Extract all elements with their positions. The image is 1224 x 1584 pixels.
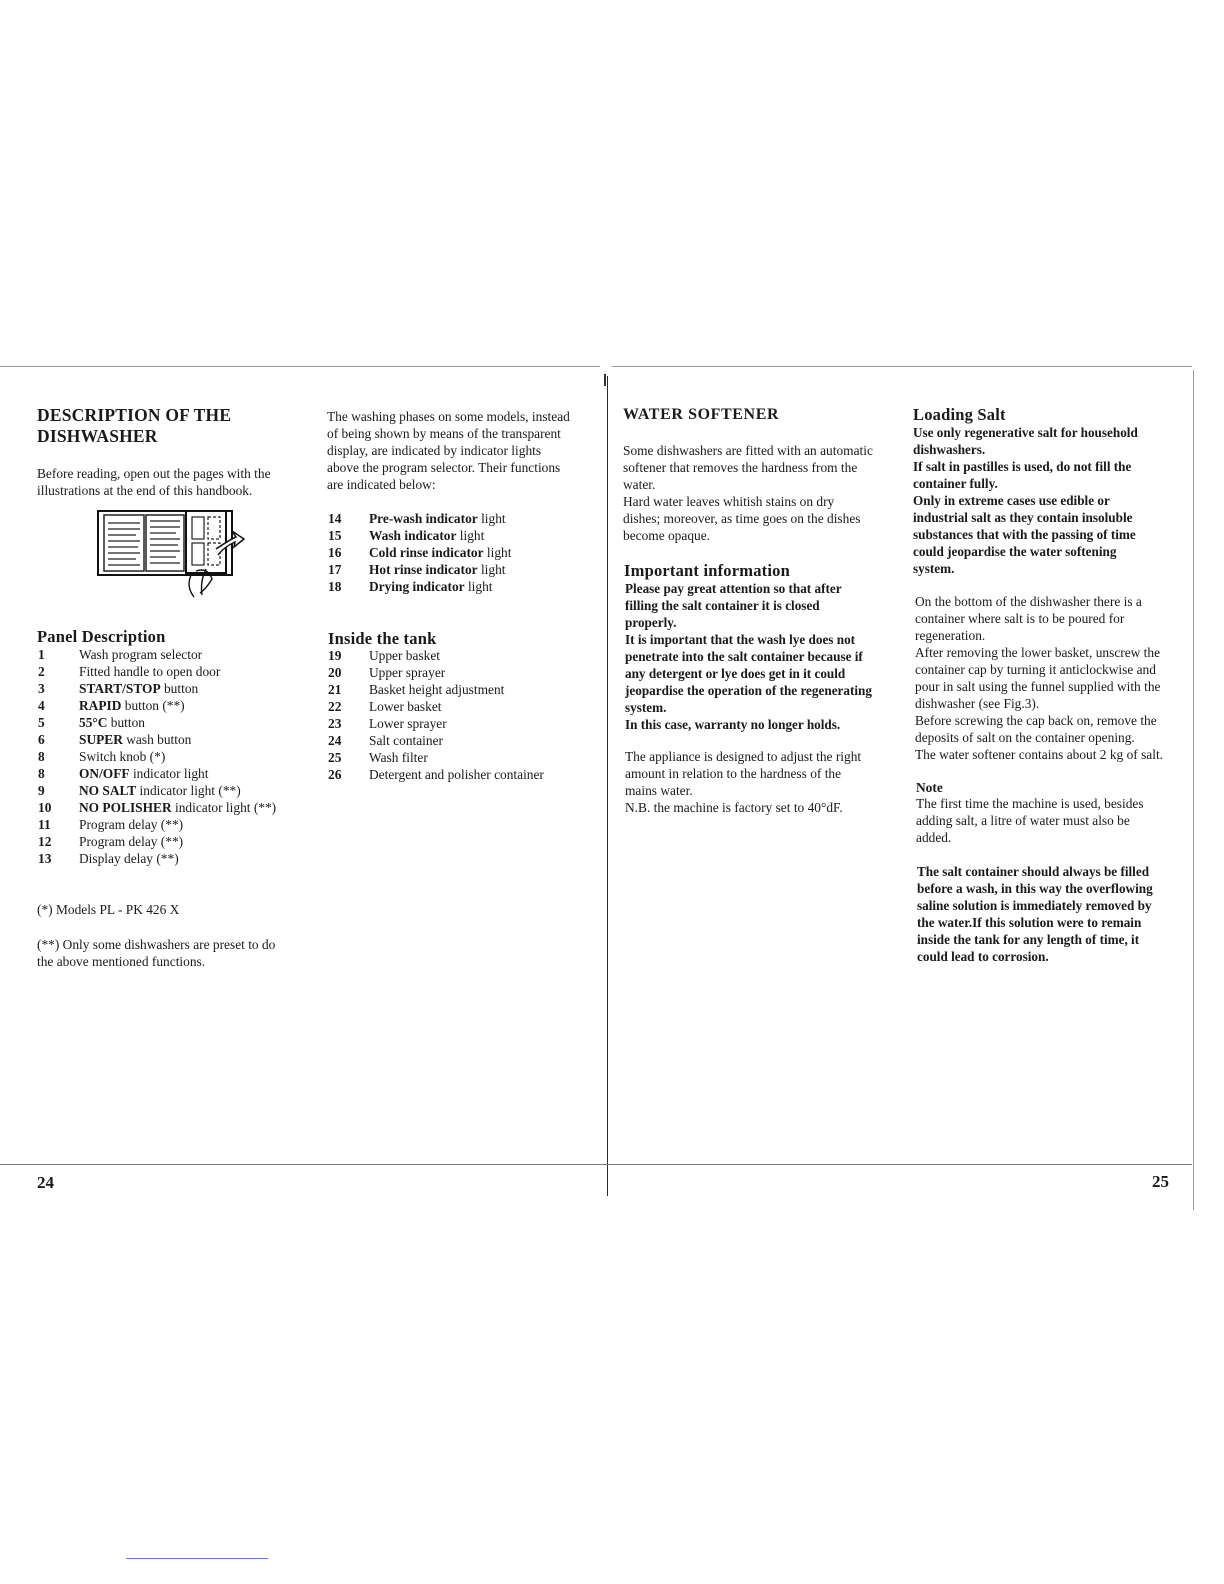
item-text (79, 748, 308, 765)
item-text (369, 766, 598, 783)
list-item (328, 527, 598, 544)
text-line: The first time the machine is used, besides (916, 796, 1144, 811)
item-label: button (107, 715, 145, 730)
item-number: 11 (38, 817, 51, 832)
list-item (328, 732, 598, 749)
item-number: 4 (38, 698, 45, 713)
panel-description-heading: Panel Description (37, 627, 166, 646)
text-line: After removing the lower basket, unscrew the (915, 645, 1161, 660)
text-line: system. (625, 700, 667, 715)
item-text (79, 680, 308, 697)
list-item (328, 578, 598, 595)
item-text (79, 731, 308, 748)
list-item (38, 816, 308, 833)
list-item (38, 697, 308, 714)
text-line: It is important that the wash lye does not (625, 632, 856, 647)
text-line: could lead to corrosion. (917, 949, 1049, 964)
item-text (79, 765, 308, 782)
text-line: added. (916, 830, 952, 845)
item-label: Salt container (369, 733, 443, 748)
top-rule-right (612, 366, 1192, 367)
item-text (369, 749, 598, 766)
item-bold-label: Pre-wash indicator (369, 511, 478, 526)
note-heading: Note (916, 780, 943, 795)
indicator-lights-list (328, 510, 598, 595)
text-line: container fully. (913, 476, 998, 491)
item-text (79, 850, 308, 867)
item-number: 18 (328, 579, 342, 594)
text-line: could jeopardise the water softening (913, 544, 1117, 559)
item-text (79, 782, 308, 799)
list-item (328, 698, 598, 715)
text-line: mains water. (625, 783, 693, 798)
item-number: 5 (38, 715, 45, 730)
preset-note (37, 936, 275, 970)
item-text (79, 697, 308, 714)
text-line: amount in relation to the hardness of the (625, 766, 842, 781)
preset-note-line: the above mentioned functions. (37, 954, 206, 969)
text-line: Some dishwashers are fitted with an automatic (623, 443, 873, 458)
text-line: adding salt, a litre of water must also be (916, 813, 1130, 828)
important-information-heading: Important information (624, 561, 790, 580)
text-line: saline solution is immediately removed by (917, 898, 1152, 913)
item-text (79, 663, 308, 680)
item-number: 12 (38, 834, 52, 849)
item-label: light (483, 545, 512, 560)
right-edge-line (1193, 370, 1194, 1210)
list-item (38, 782, 308, 799)
item-label: wash button (122, 732, 192, 747)
item-number: 22 (328, 699, 342, 714)
text-line: If salt in pastilles is used, do not fill the (913, 459, 1132, 474)
item-text (79, 816, 308, 833)
text-line: In this case, warranty no longer holds. (625, 717, 841, 732)
text-line: of being shown by means of the transparent (327, 426, 561, 441)
text-line: pour in salt using the funnel supplied with the (915, 679, 1161, 694)
item-number: 6 (38, 732, 45, 747)
text-line: industrial salt as they contain insoluble (913, 510, 1133, 525)
text-line: The salt container should always be filled (917, 864, 1150, 879)
text-line: softener that removes the hardness from the (623, 460, 858, 475)
text-line: Use only regenerative salt for household (913, 425, 1138, 440)
item-label: Display delay (**) (79, 851, 179, 866)
item-label: Upper sprayer (369, 665, 446, 680)
salt-container-final-warning (917, 863, 1187, 965)
item-label: button (**) (121, 698, 185, 713)
text-line: deposits of salt on the container opening. (915, 730, 1135, 745)
item-label: Program delay (**) (79, 834, 184, 849)
item-number: 16 (328, 545, 342, 560)
models-note: (*) Models PL - PK 426 X (37, 902, 180, 917)
text-line: above the program selector. Their functions (327, 460, 561, 475)
item-label: Switch knob (*) (79, 749, 166, 764)
item-text (369, 510, 598, 527)
item-bold-label: Cold rinse indicator (369, 545, 484, 560)
list-item (38, 748, 308, 765)
list-item (38, 714, 308, 731)
text-line: before a wash, in this way the overflowing (917, 881, 1153, 896)
item-bold-label: Wash indicator (369, 528, 457, 543)
item-text (369, 561, 598, 578)
item-bold-label: NO POLISHER (79, 800, 172, 815)
item-text (369, 732, 598, 749)
item-number: 8 (38, 766, 45, 781)
list-item (328, 749, 598, 766)
item-number: 9 (38, 783, 45, 798)
item-bold-label: ON/OFF (79, 766, 130, 781)
item-number: 10 (38, 800, 52, 815)
item-text (79, 714, 308, 731)
inside-tank-list (328, 647, 598, 783)
text-line: dishes; moreover, as time goes on the dishes (623, 511, 861, 526)
item-label: indicator light (**) (171, 800, 277, 815)
text-line: dishwashers. (913, 442, 986, 457)
loading-salt-warning (913, 424, 1183, 577)
item-text (79, 799, 308, 816)
text-line: container cap by turning it anticlockwise and (915, 662, 1156, 677)
item-label: light (456, 528, 485, 543)
item-label: light (477, 511, 506, 526)
item-text (369, 681, 598, 698)
item-label: Program delay (**) (79, 817, 184, 832)
text-line: Before screwing the cap back on, remove the (915, 713, 1157, 728)
item-number: 19 (328, 648, 342, 663)
item-number: 3 (38, 681, 45, 696)
item-label: Detergent and polisher container (369, 767, 544, 782)
panel-description-list (38, 646, 308, 867)
text-line: filling the salt container it is closed (625, 598, 820, 613)
text-line: The appliance is designed to adjust the right (625, 749, 862, 764)
title-line-1: DESCRIPTION OF THE (37, 405, 232, 425)
item-number: 26 (328, 767, 342, 782)
text-line: Hard water leaves whitish stains on dry (623, 494, 835, 509)
text-line: jeopardise the operation of the regenerating (625, 683, 872, 698)
item-number: 17 (328, 562, 342, 577)
item-number: 20 (328, 665, 342, 680)
list-item (328, 681, 598, 698)
text-line: On the bottom of the dishwasher there is a (915, 594, 1142, 609)
water-softener-text (623, 442, 898, 544)
water-softener-heading: WATER SOFTENER (623, 406, 780, 423)
item-label: indicator light (**) (136, 783, 241, 798)
text-line: regeneration. (915, 628, 986, 643)
item-label: Lower basket (369, 699, 442, 714)
intro-text (37, 465, 271, 499)
text-line: become opaque. (623, 528, 710, 543)
center-fold-line (607, 376, 608, 1196)
top-rule-left (0, 366, 600, 367)
item-label: Basket height adjustment (369, 682, 505, 697)
item-number: 14 (328, 511, 342, 526)
item-label: indicator light (129, 766, 209, 781)
list-item (38, 850, 308, 867)
salt-container-instructions (915, 593, 1185, 763)
important-information-text (625, 580, 905, 733)
item-text (369, 578, 598, 595)
list-item (38, 731, 308, 748)
list-item (38, 765, 308, 782)
item-label: light (477, 562, 506, 577)
preset-note-line: (**) Only some dishwashers are preset to do (37, 937, 276, 952)
text-line: any detergent or lye does get in it could (625, 666, 846, 681)
item-number: 1 (38, 647, 45, 662)
text-line: N.B. the machine is factory set to 40°dF. (625, 800, 843, 815)
item-label: Upper basket (369, 648, 441, 663)
loading-salt-heading: Loading Salt (913, 405, 1006, 424)
item-number: 24 (328, 733, 342, 748)
item-number: 23 (328, 716, 342, 731)
bottom-rule (0, 1164, 1192, 1165)
list-item (38, 833, 308, 850)
note-text (916, 795, 1186, 846)
list-item (38, 680, 308, 697)
item-label: light (464, 579, 493, 594)
item-bold-label: SUPER (79, 732, 123, 747)
page-number-right: 25 (1152, 1172, 1169, 1191)
text-line: the water.If this solution were to remain (917, 915, 1142, 930)
list-item (328, 561, 598, 578)
text-line: substances that with the passing of time (913, 527, 1136, 542)
item-number: 8 (38, 749, 45, 764)
item-text (369, 664, 598, 681)
item-number: 21 (328, 682, 342, 697)
text-line: The washing phases on some models, instead (327, 409, 570, 424)
scan-artifact-line (126, 1558, 268, 1559)
item-number: 2 (38, 664, 45, 679)
item-text (79, 646, 308, 663)
title-line-2: DISHWASHER (37, 426, 158, 446)
item-bold-label: START/STOP (79, 681, 161, 696)
item-text (369, 698, 598, 715)
text-line: penetrate into the salt container because if (625, 649, 863, 664)
item-text (369, 715, 598, 732)
indicator-lights-intro (327, 408, 597, 493)
appliance-adjust-text (625, 748, 900, 816)
list-item (328, 544, 598, 561)
text-line: display, are indicated by indicator lights (327, 443, 542, 458)
list-item (328, 647, 598, 664)
intro-line: illustrations at the end of this handbook. (37, 483, 253, 498)
text-line: inside the tank for any length of time, it (917, 932, 1140, 947)
item-number: 15 (328, 528, 342, 543)
text-line: system. (913, 561, 955, 576)
item-text (79, 833, 308, 850)
text-line: Please pay great attention so that after (625, 581, 842, 596)
text-line: Only in extreme cases use edible or (913, 493, 1110, 508)
item-label: Fitted handle to open door (79, 664, 221, 679)
item-bold-label: Hot rinse indicator (369, 562, 478, 577)
list-item (38, 646, 308, 663)
text-line: container where salt is to be poured for (915, 611, 1125, 626)
item-bold-label: NO SALT (79, 783, 137, 798)
list-item (38, 663, 308, 680)
item-text (369, 544, 598, 561)
fold-mark (604, 374, 606, 386)
item-bold-label: RAPID (79, 698, 122, 713)
text-line: dishwasher (see Fig.3). (915, 696, 1040, 711)
inside-tank-heading: Inside the tank (328, 629, 437, 648)
item-number: 25 (328, 750, 342, 765)
item-text (369, 527, 598, 544)
intro-line: Before reading, open out the pages with the (37, 466, 271, 481)
page-title (37, 405, 231, 447)
item-bold-label: 55°C (79, 715, 108, 730)
text-line: water. (623, 477, 656, 492)
item-label: Lower sprayer (369, 716, 447, 731)
item-bold-label: Drying indicator (369, 579, 465, 594)
item-label: Wash program selector (79, 647, 203, 662)
page-number-left: 24 (37, 1173, 54, 1192)
list-item (328, 510, 598, 527)
text-line: The water softener contains about 2 kg of salt. (915, 747, 1164, 762)
item-number: 13 (38, 851, 52, 866)
item-label: button (160, 681, 199, 696)
item-label: Wash filter (369, 750, 428, 765)
list-item (328, 664, 598, 681)
text-line: properly. (625, 615, 677, 630)
list-item (328, 715, 598, 732)
list-item (328, 766, 598, 783)
item-text (369, 647, 598, 664)
open-handbook-illustration-icon (96, 509, 246, 599)
list-item (38, 799, 308, 816)
text-line: are indicated below: (327, 477, 436, 492)
